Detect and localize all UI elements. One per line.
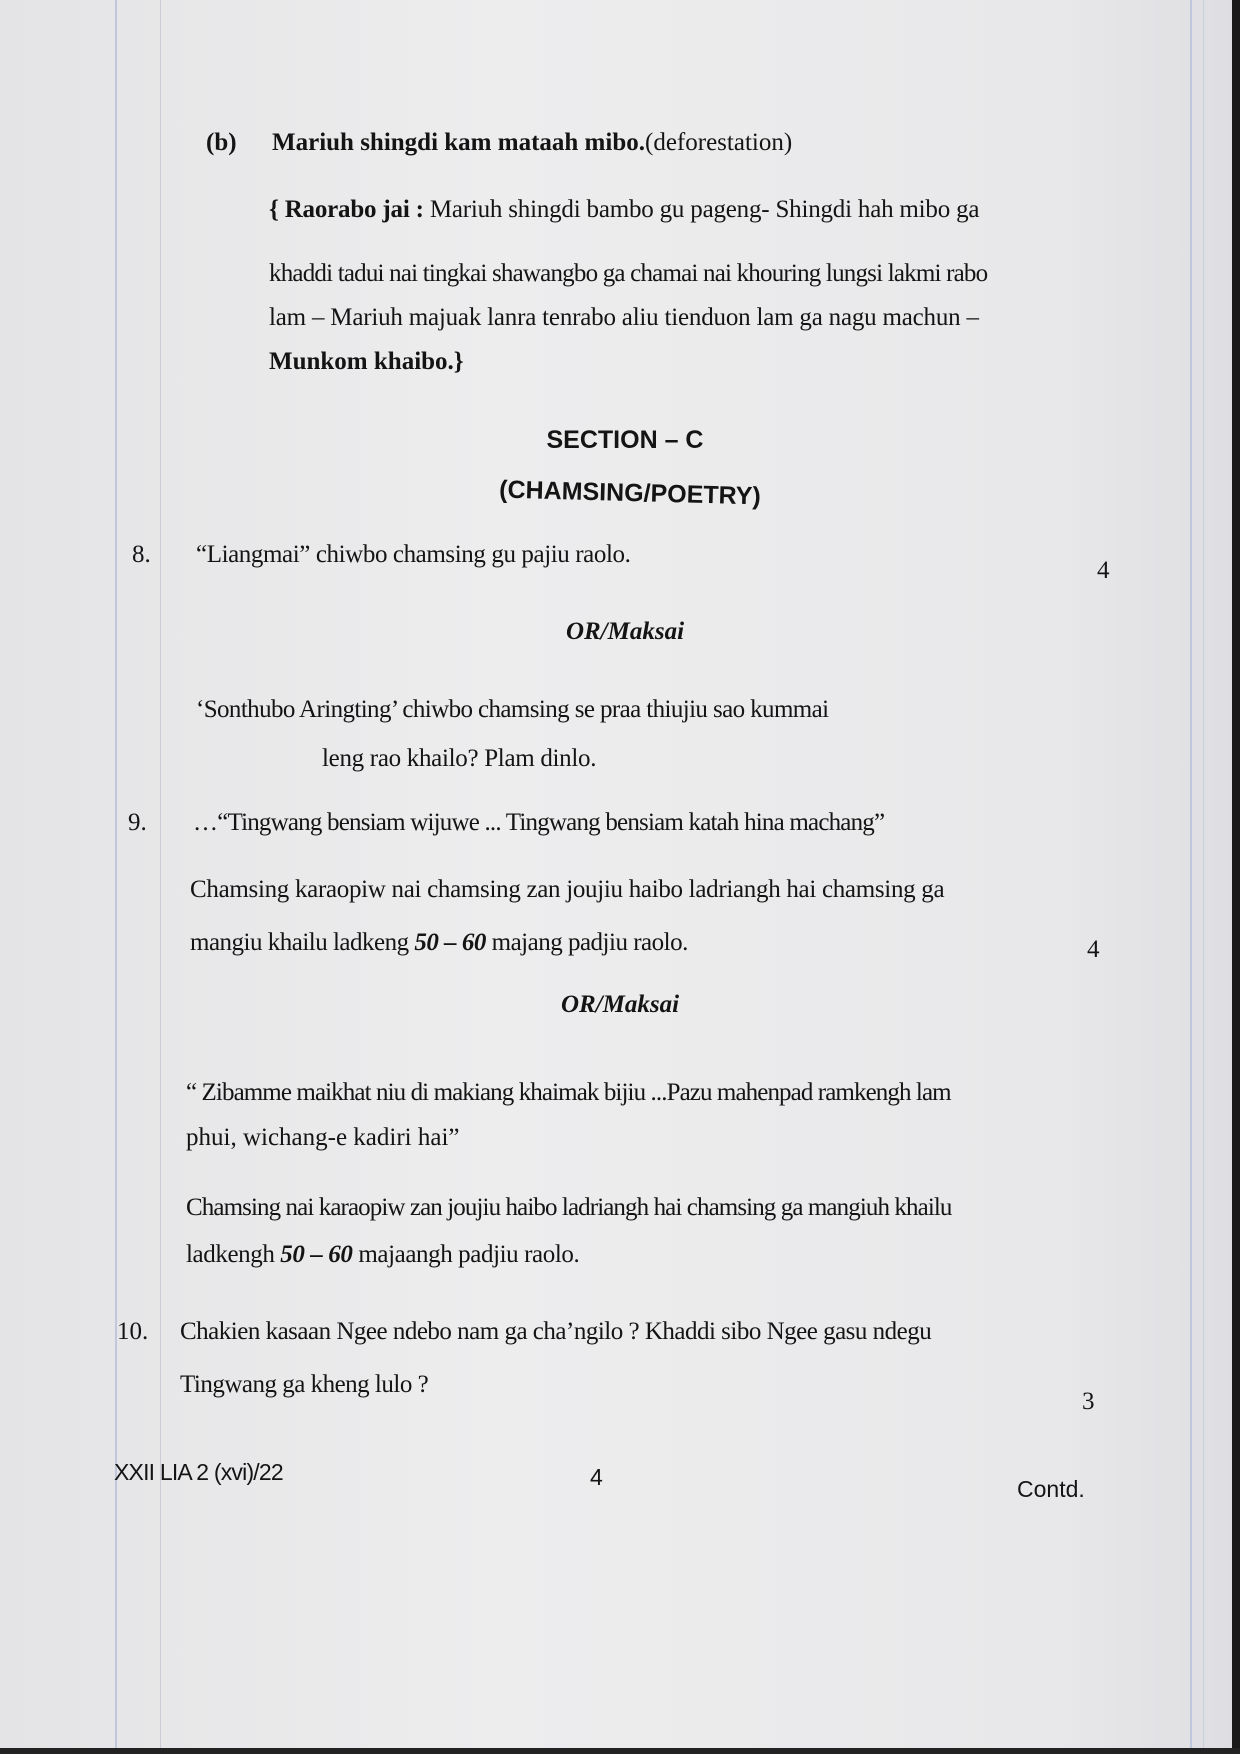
question-9-alt-quote: “ Zibamme maikhat niu di makiang khaimak bijiu ...Pazu mahenpad ramkengh lam — [186, 1079, 951, 1106]
question-10-line: Chakien kasaan Ngee ndebo nam ga cha’ngilo ? Khaddi sibo Ngee gasu ndegu — [180, 1318, 932, 1345]
question-10-line: Tingwang ga kheng lulo ? — [180, 1371, 429, 1398]
margin-rule — [1190, 0, 1192, 1754]
question-b-label: (b) — [206, 129, 237, 156]
question-b-title-text: Mariuh shingdi kam mataah mibo. — [272, 129, 645, 156]
question-8-alt-line: ‘Sonthubo Aringting’ chiwbo chamsing se praa thiujiu sao kummai — [196, 696, 829, 723]
scan-edge — [0, 1748, 1240, 1754]
margin-rule — [160, 0, 161, 1754]
question-9-alt-line: Chamsing nai karaopiw zan joujiu haibo ladriangh hai chamsing ga mangiuh khailu — [186, 1194, 952, 1221]
question-9-line: Chamsing karaopiw nai chamsing zan joujiu haibo ladriangh hai chamsing ga — [190, 876, 945, 903]
footer-code: XXII LIA 2 (xvi)/22 — [114, 1459, 283, 1485]
hint-line1-rest: Mariuh shingdi bambo gu pageng- Shingdi hah mibo ga — [423, 196, 980, 223]
question-8-marks: 4 — [1097, 557, 1110, 584]
section-subheading: (CHAMSING/POETRY) — [498, 475, 762, 511]
question-8-text: “Liangmai” chiwbo chamsing gu pajiu raolo. — [196, 541, 631, 568]
question-b-hint-line: Munkom khaibo.} — [269, 348, 464, 375]
question-9-line3-a: mangiu khailu ladkeng — [190, 929, 415, 956]
question-9-range: 50 – 60 — [414, 929, 486, 956]
question-9-alt-line4-b: majaangh padjiu raolo. — [352, 1241, 580, 1268]
question-9-or: OR/Maksai — [560, 991, 680, 1018]
question-b-hint-line: khaddi tadui nai tingkai shawangbo ga chamai nai khouring lungsi lakmi rabo — [269, 260, 988, 287]
scan-edge — [1232, 0, 1240, 1754]
question-b-title-note: (deforestation) — [645, 129, 793, 156]
question-9-line3-b: majang padjiu raolo. — [485, 929, 688, 956]
section-heading: SECTION – C — [546, 426, 704, 454]
margin-rule — [115, 0, 117, 1754]
question-9-quote: …“Tingwang bensiam wijuwe ... Tingwang bensiam katah hina machang” — [193, 809, 885, 836]
question-9-alt-range: 50 – 60 — [280, 1241, 353, 1268]
margin-rule — [1203, 0, 1204, 1754]
question-10-marks: 3 — [1082, 1388, 1095, 1415]
question-b-hint-line: lam – Mariuh majuak lanra tenrabo aliu tienduon lam ga nagu machun – — [269, 304, 979, 331]
footer-contd: Contd. — [1017, 1476, 1085, 1502]
question-8-alt-line: leng rao khailo? Plam dinlo. — [322, 745, 597, 772]
question-8-number: 8. — [132, 541, 151, 568]
question-9-alt-line4-a: ladkengh — [186, 1241, 281, 1268]
question-b-title — [272, 128, 792, 158]
question-9-alt-quote: phui, wichang-e kadiri hai” — [186, 1124, 460, 1151]
question-8-or: OR/Maksai — [565, 618, 685, 645]
question-9-number: 9. — [128, 809, 147, 836]
question-9-alt-line — [186, 1240, 579, 1270]
hint-lead: { Raorabo jai : — [269, 196, 424, 223]
question-9-line — [190, 928, 688, 958]
question-b-hint-line — [269, 195, 1129, 225]
question-9-marks: 4 — [1087, 936, 1100, 963]
question-10-number: 10. — [117, 1318, 149, 1345]
footer-page-number: 4 — [590, 1464, 603, 1490]
